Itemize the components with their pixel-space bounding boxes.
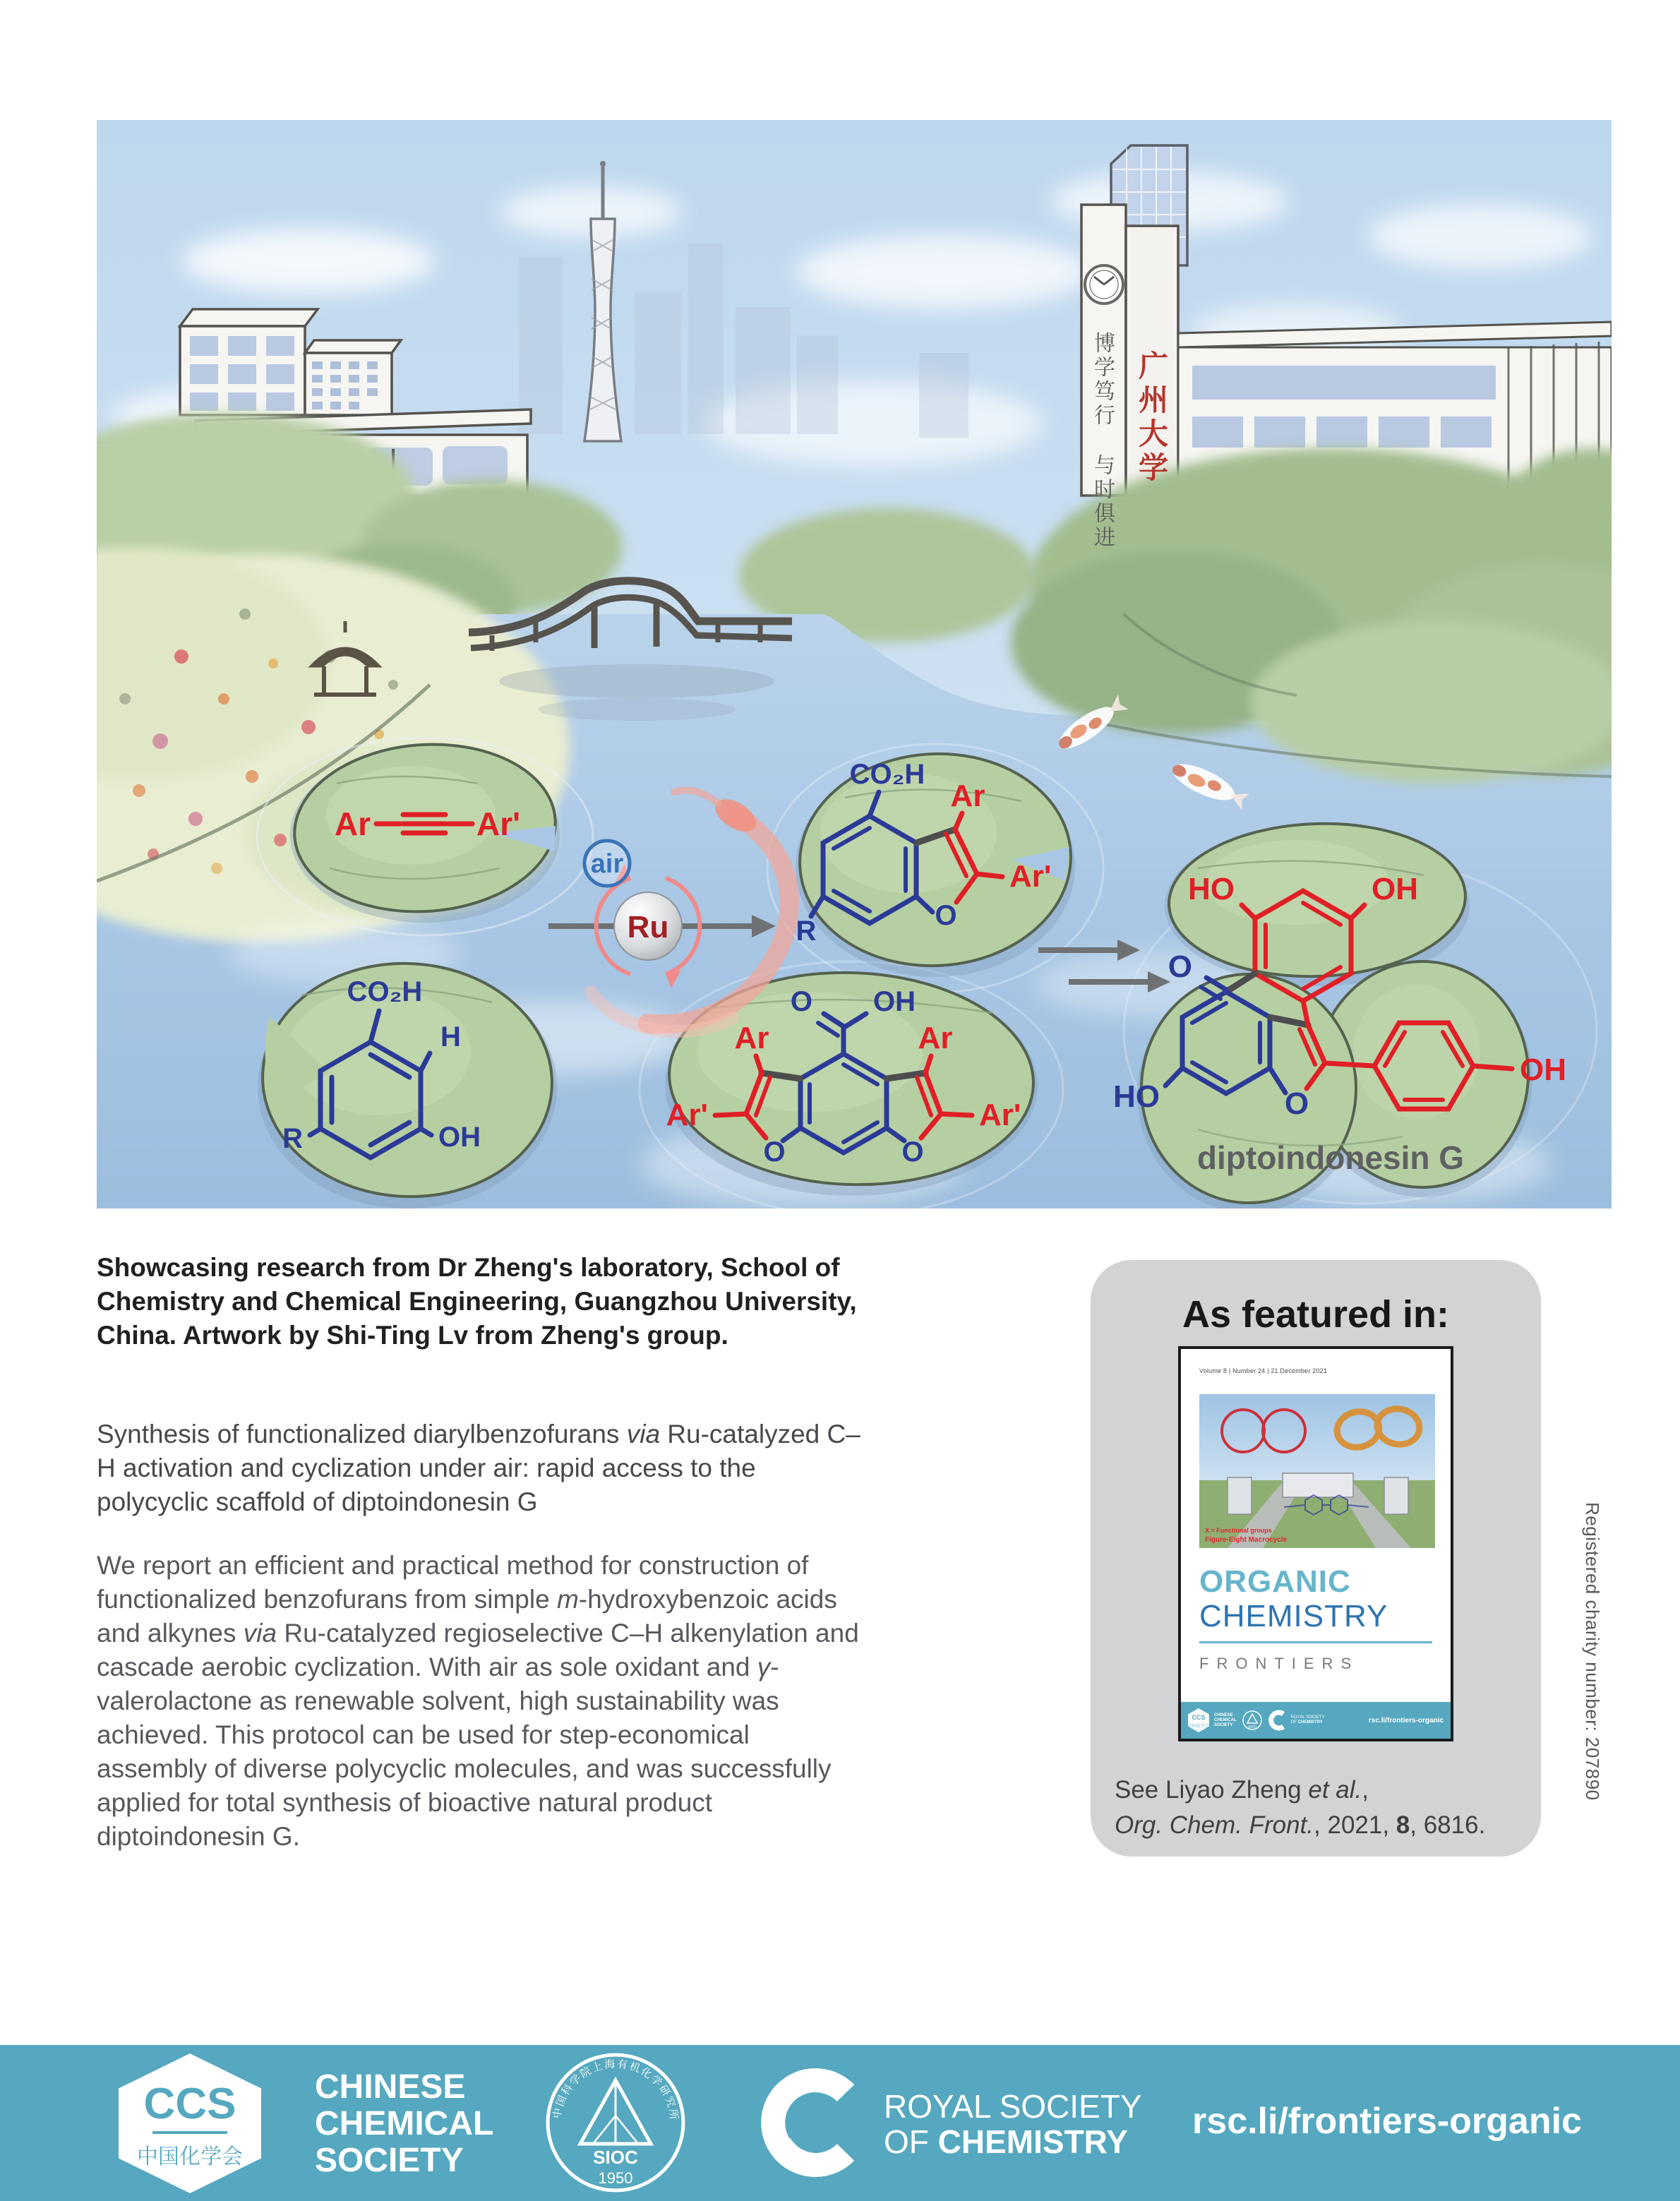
o-label: O <box>790 986 812 1017</box>
cover-volume-line: Volume 8 | Number 24 | 21 December 2021 <box>1199 1367 1328 1374</box>
ho-label: HO <box>1113 1079 1160 1114</box>
footer-bar <box>0 2045 1680 2201</box>
journal-name-line2: CHEMISTRY <box>1199 1599 1388 1633</box>
journal-cover-thumbnail <box>1178 1346 1453 1741</box>
sioc-year: 1950 <box>598 2169 633 2187</box>
o-label: O <box>763 1137 786 1168</box>
citation-volume: 8 <box>1396 1811 1410 1839</box>
oh-label: OH <box>873 986 916 1017</box>
sioc-seal <box>544 2051 688 2195</box>
rsc-logo <box>759 2066 872 2179</box>
ccs-line: SOCIETY <box>1214 1722 1233 1727</box>
rsc-line: ROYAL SOCIETY <box>884 2088 1142 2125</box>
title-segment: Ru-catalyzed C–H activation and cyclization under air: rapid access to the polycyclic scaffold of diptoindonesin G <box>97 1420 860 1516</box>
abstract-segment: -hydroxybenzoic acids and alkynes <box>97 1585 837 1648</box>
as-featured-in-box <box>1091 1260 1541 1857</box>
citation-segment: See Liyao Zheng <box>1115 1776 1309 1804</box>
rsc-society-text <box>884 2089 1142 2159</box>
ar-label: Ar <box>918 1021 953 1055</box>
ar-label: Ar <box>334 805 371 842</box>
article-title <box>97 1417 863 1519</box>
ar-label: Ar <box>950 779 985 813</box>
journal-name-line3: FRONTIERS <box>1199 1655 1360 1672</box>
sioc-name: SIOC <box>1247 1725 1256 1729</box>
diptoindonesin-name: diptoindonesin G <box>1196 1139 1465 1176</box>
footer-url: rsc.li/frontiers-organic <box>1192 2101 1582 2142</box>
ccs-cn: 中国化学会 <box>1188 1725 1209 1729</box>
co2h-label: CO₂H <box>849 759 925 790</box>
citation <box>1115 1773 1485 1843</box>
showcase-paragraph <box>97 1251 863 1353</box>
sioc-name: SIOC <box>593 2147 638 2168</box>
sioc-seal-icon <box>1242 1710 1263 1731</box>
title-segment: Synthesis of functionalized diarylbenzofurans <box>97 1420 627 1449</box>
ccs-abbr: CCS <box>143 2080 236 2128</box>
charity-number-text: Registered charity number: 207890 <box>1582 1502 1603 1801</box>
clock-icon <box>1085 265 1123 304</box>
ccs-logo-icon <box>1188 1708 1209 1732</box>
ccs-line: CHEMICAL <box>1214 1717 1237 1722</box>
university-motto-text: 博学笃行 与时俱进 <box>1091 332 1114 550</box>
r-label: R <box>282 1123 303 1154</box>
ccs-line: CHINESE <box>1214 1713 1233 1717</box>
ar-prime-label: Ar' <box>666 1098 708 1132</box>
sioc-ring-text: 中国科学院上海有机化学研究所 <box>551 2058 680 2122</box>
co2h-label: CO₂H <box>347 976 423 1007</box>
oh-label: OH <box>1520 1052 1566 1087</box>
o-label: O <box>1284 1086 1309 1121</box>
oh-label: OH <box>1372 872 1418 906</box>
ccs-line: CHINESE <box>315 2068 466 2106</box>
ccs-society-text <box>315 2069 493 2179</box>
citation-segment: , <box>1362 1776 1369 1804</box>
h-label: H <box>440 1021 461 1052</box>
cover-caption-1: X = Functional groups <box>1205 1527 1272 1534</box>
showcase-text: Showcasing research from Dr Zheng's laboratory, School of Chemistry and Chemical Engineering, Guangzhou University, China. Artwork by Shi-Ting Lv from Zheng's group. <box>97 1253 857 1350</box>
abstract-italic-segment: via <box>243 1619 277 1648</box>
abstract-segment: We report an efficient and practical method for construction of functionalized benzofurans from simple <box>97 1551 809 1614</box>
ccs-line: CHEMICAL <box>315 2105 494 2142</box>
artwork-scene <box>97 120 1612 1209</box>
rsc-logo-icon <box>1268 1710 1286 1731</box>
ccs-cn: 中国化学会 <box>137 2145 243 2169</box>
rsc-line: OF <box>884 2123 938 2160</box>
air-badge <box>584 841 630 886</box>
cover-caption-2: Figure-Eight Macrocycle <box>1205 1536 1288 1544</box>
o-label: O <box>935 900 957 931</box>
ar-prime-label: Ar' <box>476 805 521 842</box>
ru-label: Ru <box>627 910 669 944</box>
abstract-segment: -valerolactone as renewable solvent, high sustainability was achieved. This protocol can be used for step-economical assembly of diverse polycyclic molecules, and was successfully applied for total synthesis of bioactive natural product diptoindonesin G. <box>97 1653 832 1851</box>
abstract-segment: Ru-catalyzed regioselective C–H alkenylation and cascade aerobic cyclization. With air as sole oxidant and <box>97 1619 859 1681</box>
abstract-paragraph <box>97 1549 866 1854</box>
ar-label: Ar <box>734 1021 769 1055</box>
university-name-text: 广州大学 <box>1135 350 1168 486</box>
citation-italic: et al. <box>1308 1776 1362 1804</box>
ho-label: HO <box>1188 872 1235 906</box>
rsc-line-bold: CHEMISTRY <box>937 2123 1128 2160</box>
cover-footer-bar <box>1181 1702 1451 1739</box>
abstract-italic-segment: m <box>556 1585 579 1614</box>
featured-heading: As featured in: <box>1182 1293 1450 1336</box>
ccs-mini-text <box>1214 1713 1237 1728</box>
journal-name-line1: ORGANIC <box>1199 1564 1351 1599</box>
ar-prime-label: Ar' <box>979 1098 1021 1132</box>
citation-journal: Org. Chem. Front. <box>1115 1811 1314 1839</box>
o-label: O <box>901 1137 924 1168</box>
rsc-line: ROYAL SOCIETY <box>1290 1715 1325 1720</box>
oh-label: OH <box>438 1122 481 1153</box>
title-italic-segment: via <box>626 1420 661 1449</box>
journal-rule <box>1199 1641 1432 1643</box>
citation-segment: , 6816. <box>1410 1811 1486 1839</box>
rsc-mini-text <box>1291 1715 1325 1725</box>
ar-prime-label: Ar' <box>1009 859 1052 894</box>
r-label: R <box>796 916 817 947</box>
air-label: air <box>590 849 624 879</box>
ccs-line: SOCIETY <box>315 2142 464 2179</box>
abstract-italic-segment: γ <box>757 1653 771 1681</box>
journal-title-block <box>1199 1565 1432 1673</box>
citation-segment: , 2021, <box>1314 1811 1396 1839</box>
rsc-line-bold: CHEMISTRY <box>1297 1720 1323 1725</box>
cover-artwork <box>97 120 1612 1209</box>
ccs-logo <box>119 2053 261 2193</box>
o-label: O <box>1168 949 1192 984</box>
cover-url: rsc.li/frontiers-organic <box>1368 1716 1444 1725</box>
cover-art-image <box>1199 1394 1435 1548</box>
rsc-line: OF <box>1290 1720 1298 1725</box>
ru-catalyst <box>614 892 682 960</box>
ccs-abbr: CCS <box>1192 1714 1206 1721</box>
